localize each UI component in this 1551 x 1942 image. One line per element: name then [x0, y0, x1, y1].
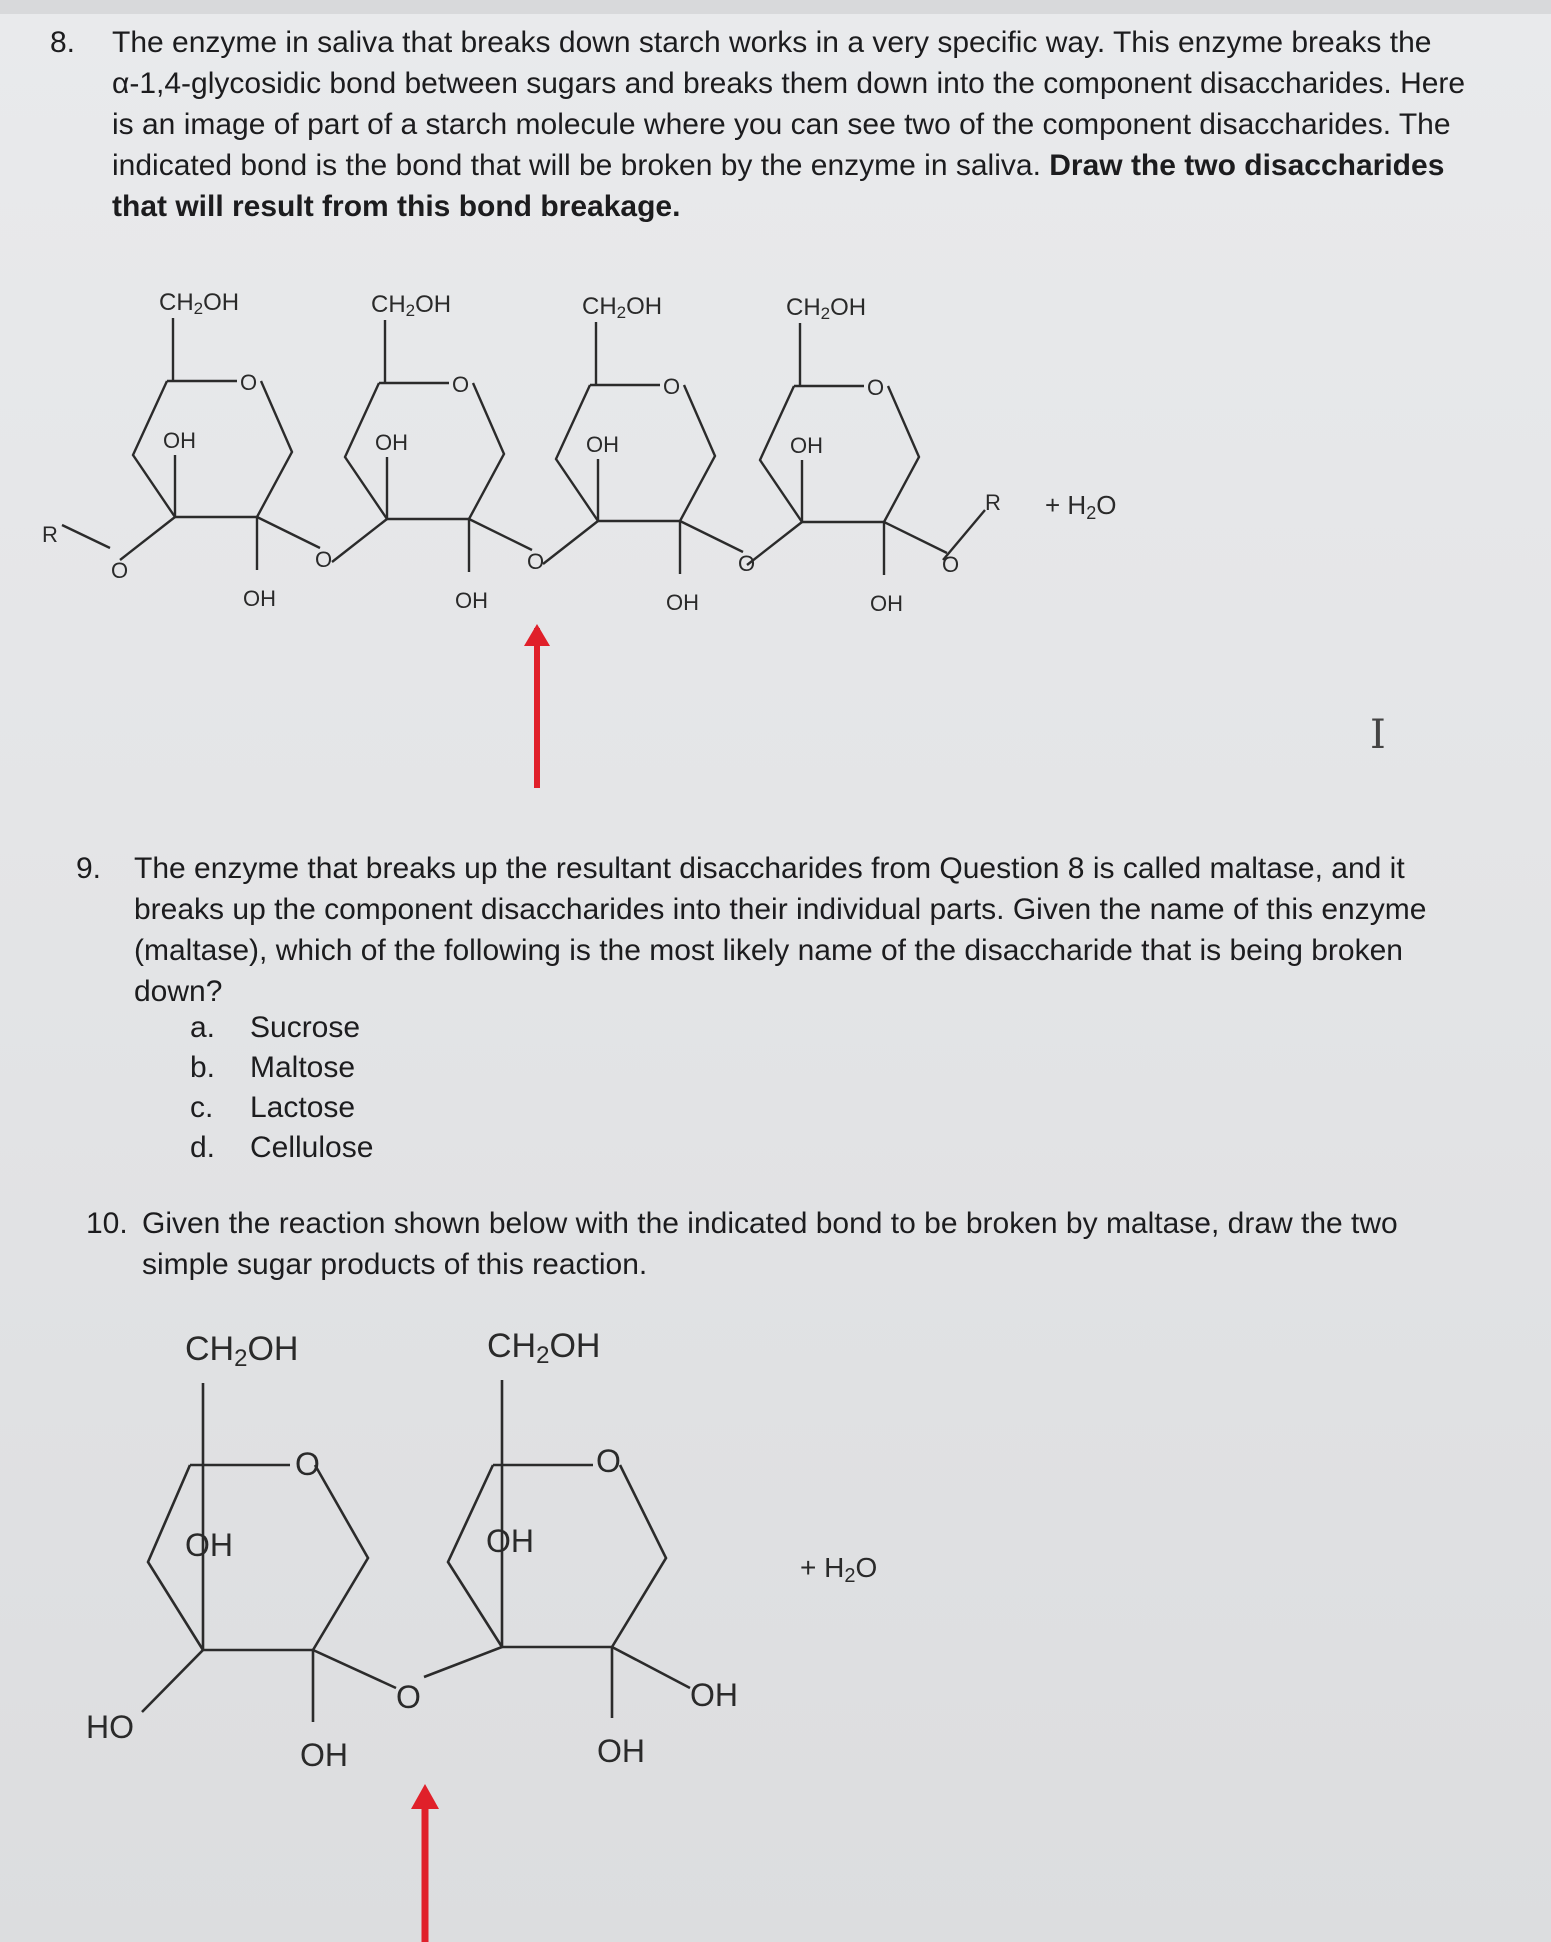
- glycosidic-bond: [313, 1650, 396, 1688]
- oh-label: OH: [243, 586, 276, 611]
- ho-label: HO: [86, 1709, 134, 1745]
- question-text: The enzyme that breaks up the resultant disaccharides from Question 8 is called maltase, and it breaks up the component disaccharides into their individual parts. Given the name of this enzyme (maltase), which of the following is the most likely name of the disaccharide that is being broken down?: [134, 852, 1427, 1008]
- oh-label: OH: [163, 428, 196, 453]
- ch2oh-label: CH2OH: [185, 1330, 299, 1372]
- bridge-oxygen: O: [738, 551, 756, 576]
- glycosidic-bond: [257, 517, 320, 548]
- bridge-bond: [62, 525, 110, 548]
- glycosidic-bond: [469, 519, 532, 550]
- bridge-oxygen: O: [527, 549, 545, 574]
- arrow-head: [411, 1784, 439, 1809]
- question-number: 8.: [50, 26, 76, 59]
- ch2oh-label: CH2OH: [582, 293, 663, 323]
- ring-right-side: [257, 381, 292, 517]
- oh-label: OH: [597, 1733, 645, 1769]
- ring-right-side: [680, 385, 715, 521]
- question-10: [86, 1203, 1486, 1285]
- choice-label: Maltose: [250, 1051, 356, 1084]
- choice-letter: c.: [190, 1091, 214, 1124]
- glucose-unit: [332, 320, 532, 572]
- choice-letter: a.: [190, 1011, 216, 1044]
- oh-bond: [612, 1647, 690, 1688]
- question-number: 10.: [86, 1207, 128, 1240]
- choice-b[interactable]: [190, 1048, 373, 1088]
- ch2oh-label: CH2OH: [487, 1327, 601, 1369]
- bridge-bond: [943, 510, 985, 560]
- choice-label: Cellulose: [250, 1131, 374, 1164]
- question-instruction: Draw the two disaccharides that will result from this bond breakage.: [112, 149, 1445, 223]
- ch2oh-label: CH2OH: [786, 294, 867, 324]
- oh-label: OH: [375, 430, 408, 455]
- question-text: [112, 22, 1470, 227]
- r-group-right: R: [985, 490, 1001, 515]
- glycosidic-bond: [747, 522, 802, 565]
- ring-right-side: [884, 386, 919, 522]
- glucose-unit: [120, 318, 320, 570]
- oh-label: OH: [586, 432, 619, 457]
- oh-label: OH: [300, 1737, 348, 1773]
- ring-right-side: [612, 1465, 666, 1647]
- choice-letter: b.: [190, 1051, 216, 1084]
- ring-oxygen: O: [596, 1443, 621, 1479]
- oh-label: OH: [185, 1527, 233, 1563]
- ring-oxygen: O: [240, 370, 258, 395]
- bridge-oxygen-left: O: [111, 558, 129, 583]
- ring-oxygen: O: [663, 374, 681, 399]
- ch2oh-label: CH2OH: [159, 289, 240, 319]
- r-group-left: R: [42, 522, 58, 547]
- choice-a[interactable]: [190, 1008, 373, 1048]
- oh-label: OH: [690, 1677, 738, 1713]
- water-label: + H2O: [1045, 490, 1117, 523]
- text-cursor-icon: I: [1370, 712, 1386, 758]
- choice-label: Sucrose: [250, 1011, 361, 1044]
- bridge-oxygen: O: [942, 552, 960, 577]
- ho-bond: [142, 1650, 203, 1712]
- bridge-oxygen: O: [315, 547, 333, 572]
- oh-label: OH: [486, 1523, 534, 1559]
- oh-label: OH: [666, 590, 699, 615]
- ring-oxygen: O: [295, 1446, 320, 1482]
- ring-oxygen: O: [867, 375, 885, 400]
- glycosidic-bond: [884, 522, 947, 553]
- top-edge: [0, 0, 1551, 14]
- glycosidic-bond: [332, 519, 387, 562]
- question-text: Given the reaction shown below with the indicated bond to be broken by maltase, draw the two simple sugar products of this reaction.: [142, 1207, 1398, 1281]
- maltose-molecule-diagram: [0, 1320, 1551, 1942]
- choice-d[interactable]: [190, 1128, 373, 1168]
- answer-choices: [190, 1008, 373, 1168]
- question-9: [76, 848, 1476, 1012]
- oh-label: OH: [455, 588, 488, 613]
- glucose-unit: [747, 323, 947, 575]
- bridge-oxygen: O: [396, 1679, 421, 1715]
- ring-oxygen: O: [452, 372, 470, 397]
- oh-label: OH: [790, 433, 823, 458]
- question-number: 9.: [76, 852, 102, 885]
- water-label: + H2O: [800, 1552, 878, 1587]
- oh-label: OH: [870, 591, 903, 616]
- choice-letter: d.: [190, 1131, 216, 1164]
- ring-right-side: [313, 1465, 368, 1650]
- glucose-unit: [543, 322, 743, 574]
- glycosidic-bond: [120, 517, 175, 560]
- question-8: [50, 22, 1470, 227]
- red-arrow-icon: [411, 1784, 439, 1942]
- choice-label: Lactose: [250, 1091, 356, 1124]
- question-text-intro: The enzyme in saliva that breaks down starch works in a very specific way. This enzyme breaks the α-1,4-glycosidic bond between sugars and breaks them down into the component disaccharides. Here is an image of part of a starch molecule where you can see two of the component disaccharides. The indicated bond is the bond that will be broken by the enzyme in saliva.: [112, 26, 1466, 182]
- glycosidic-bond: [543, 521, 598, 564]
- ring-right-side: [469, 383, 504, 519]
- arrow-head: [524, 624, 550, 646]
- starch-molecule-diagram: [0, 270, 1551, 800]
- glycosidic-bond: [424, 1647, 502, 1677]
- red-arrow-icon: [524, 624, 550, 788]
- glycosidic-bond: [680, 521, 743, 552]
- ch2oh-label: CH2OH: [371, 291, 452, 321]
- choice-c[interactable]: [190, 1088, 373, 1128]
